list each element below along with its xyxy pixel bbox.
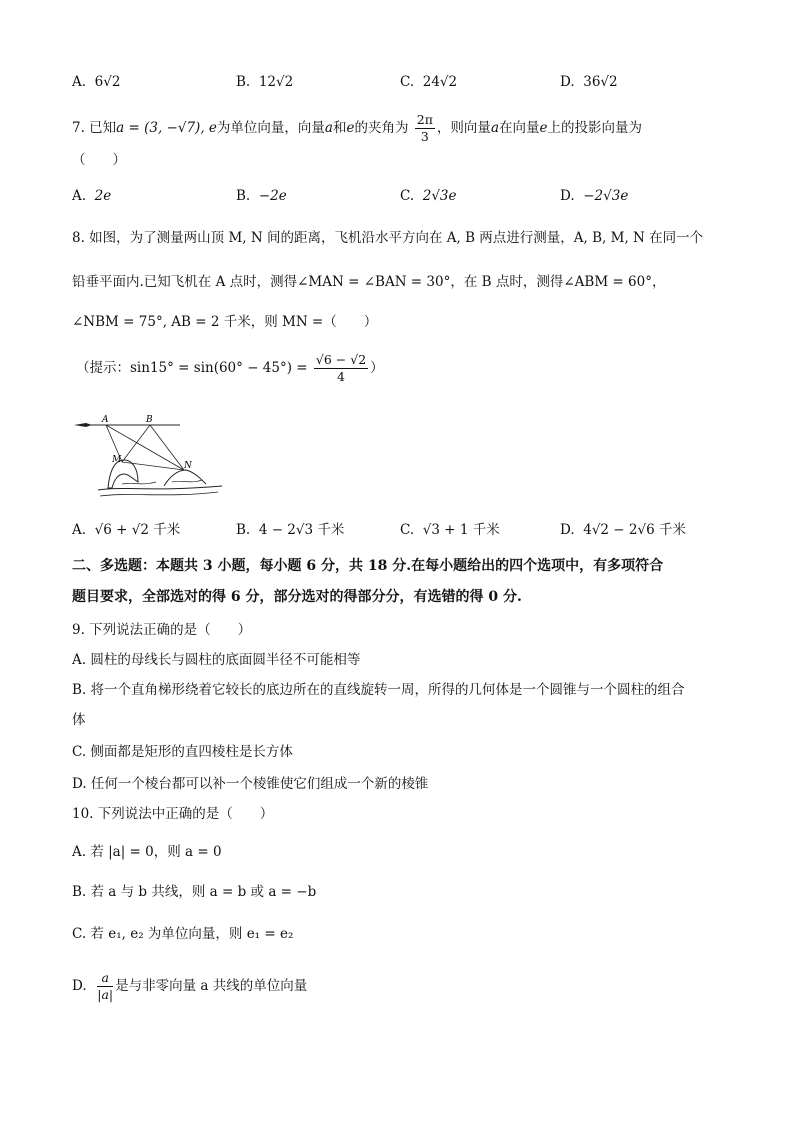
q9-option-b: B. 将一个直角梯形绕着它较长的底边所在的直线旋转一周，所得的几何体是一个圆锥与一个圆柱的组合 [72, 682, 685, 698]
q7-stem: 7. 已知a = (3, −√7), e为单位向量，向量a和e的夹角为 $\frac{2\pi}{3}$ ，则向量a在向量e上的投影向量为 [72, 112, 642, 144]
q10-stem: 10. 下列说法中正确的是（ ） [72, 806, 274, 822]
section2-heading-line2: 题目要求，全部选对的得 6 分，部分选对的得部分分，有选错的得 0 分. [72, 589, 522, 605]
q10-unit-vector-fraction: $\frac{a}{|a|}$ [97, 970, 114, 1002]
q7-option-d: D. −2√3e [560, 188, 629, 204]
q10-option-d: D. $\frac{a}{|a|}$ 是与非零向量 a 共线的单位向量 [72, 970, 308, 1002]
q7-answer-paren: （ ） [72, 152, 126, 168]
q9-option-a: A. 圆柱的母线长与圆柱的底面圆半径不可能相等 [72, 652, 361, 668]
label-b: B [146, 415, 153, 425]
q7-angle-fraction: $\frac{2\pi}{3}$ [416, 112, 433, 144]
q8-mountain-figure [72, 410, 232, 502]
q10-option-b: B. 若 a 与 b 共线，则 a = b 或 a = −b [72, 884, 317, 900]
q8-stem-line3: ∠NBM = 75°, AB = 2 千米，则 MN =（ ） [72, 314, 378, 330]
q8-option-b: B. 4 − 2√3 千米 [236, 522, 345, 538]
q6-option-c: C. 24√2 [400, 74, 458, 90]
q8-hint-fraction: $\frac{√6 - √2}{4}$ [315, 352, 367, 384]
q6-option-b: B. 12√2 [236, 74, 294, 90]
q8-stem-line1: 8. 如图，为了测量两山顶 M, N 间的距离，飞机沿水平方向在 A, B 两点进行测量，A, B, M, N 在同一个 [72, 230, 704, 246]
q7-option-b: B. −2e [236, 188, 287, 204]
q9-option-c: C. 侧面都是矩形的直四棱柱是长方体 [72, 744, 293, 760]
q8-hint: （提示：sin15° = sin(60° − 45°) = $\frac{√6 - √2}{4}$ ） [76, 352, 384, 384]
q6-option-a: A. 6√2 [72, 74, 121, 90]
q8-option-c: C. √3 + 1 千米 [400, 522, 500, 538]
label-a: A [102, 415, 109, 425]
q7-option-c: C. 2√3e [400, 188, 457, 204]
q10-option-c: C. 若 e₁, e₂ 为单位向量，则 e₁ = e₂ [72, 926, 294, 942]
label-n: N [184, 461, 192, 471]
q6-option-d: D. 36√2 [560, 74, 618, 90]
q9-stem: 9. 下列说法正确的是（ ） [72, 622, 252, 638]
label-m: M [112, 455, 122, 465]
q8-stem-line2: 铅垂平面内.已知飞机在 A 点时，测得∠MAN = ∠BAN = 30°，在 B 点时，测得∠ABM = 60°， [72, 274, 666, 290]
q8-option-a: A. √6 + √2 千米 [72, 522, 181, 538]
q10-option-a: A. 若 |a| = 0，则 a = 0 [72, 844, 222, 860]
q8-option-d: D. 4√2 − 2√6 千米 [560, 522, 686, 538]
q9-option-b-cont: 体 [72, 712, 86, 728]
q9-option-d: D. 任何一个棱台都可以补一个棱锥使它们组成一个新的棱锥 [72, 776, 429, 792]
section2-heading-line1: 二、多选题：本题共 3 小题，每小题 6 分，共 18 分.在每小题给出的四个选项中，有多项符合 [72, 558, 664, 574]
q7-option-a: A. 2e [72, 188, 112, 204]
